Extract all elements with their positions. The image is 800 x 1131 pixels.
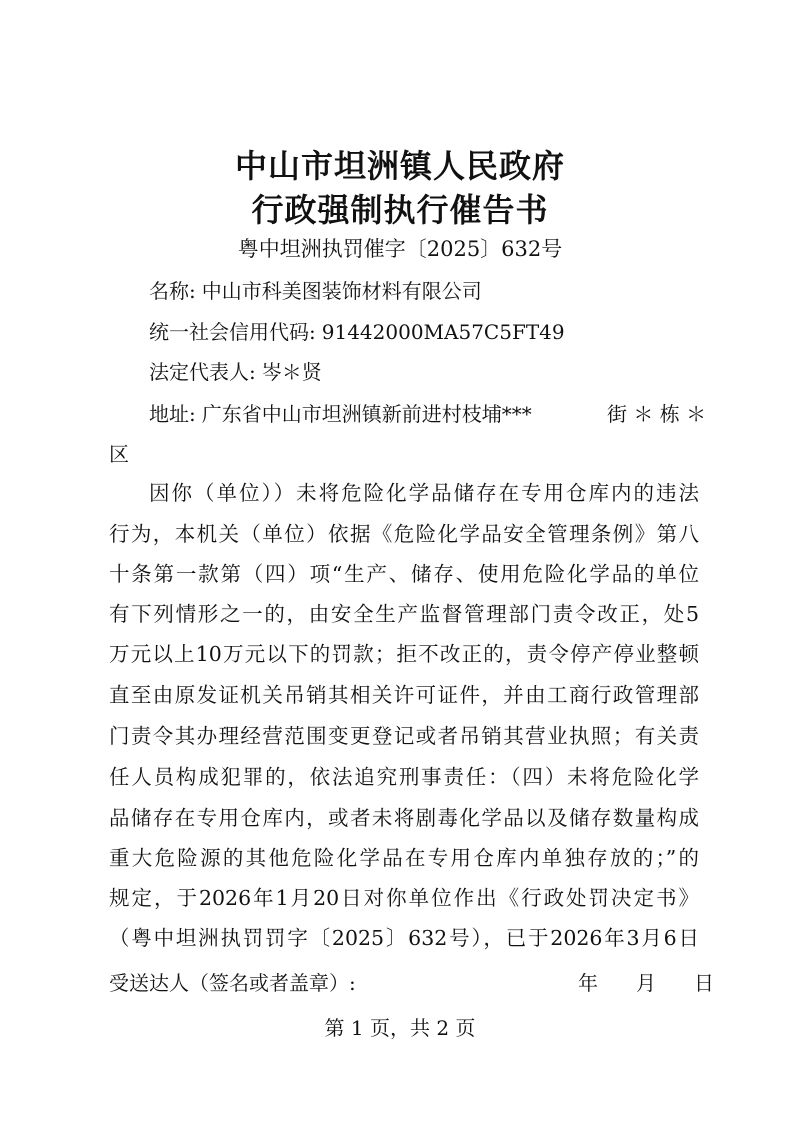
address-tail: 区 — [109, 442, 129, 466]
credit-code-row — [149, 316, 565, 345]
date-year: 年 — [578, 971, 598, 995]
party-name-label: 名称: — [149, 279, 196, 303]
body-line: 因你（单位））未将危险化学品储存在专用仓库内的违法 — [149, 481, 699, 505]
recipient-signature-label: 受送达人（签名或者盖章）: — [109, 971, 356, 995]
body-line: 十条第一款第（四）项“生产、储存、使用危险化学品的单位 — [109, 562, 699, 586]
body-line: 万元以上10万元以下的罚款；拒不改正的，责令停产停业整顿 — [109, 642, 699, 666]
party-name-value: 中山市科美图装饰材料有限公司 — [201, 279, 482, 303]
signature-date — [578, 967, 714, 996]
document-number: 粤中坦洲执罚催字〔2025〕632号 — [237, 237, 563, 261]
legal-rep-row — [149, 356, 322, 385]
credit-code-value: 91442000MA57C5FT49 — [321, 320, 565, 344]
date-day: 日 — [694, 971, 714, 995]
address-value: 广东省中山市坦洲镇新前进村枝埔*** — [201, 402, 532, 426]
document-title-line1: 中山市坦洲镇人民政府 — [234, 147, 565, 185]
body-line: 任人员构成犯罪的，依法追究刑事责任：（四）未将危险化学 — [109, 765, 699, 789]
legal-rep-value: 岑＊贤 — [261, 360, 322, 384]
body-line: 行为，本机关（单位）依据《危险化学品安全管理条例》第八 — [109, 522, 699, 546]
body-line: 直至由原发证机关吊销其相关许可证件，并由工商行政管理部 — [109, 683, 699, 707]
address-suffix: 街 ＊ 栋 ＊ — [607, 402, 707, 426]
legal-rep-label: 法定代表人: — [149, 360, 256, 384]
body-line: 门责令其办理经营范围变更登记或者吊销其营业执照；有关责 — [109, 724, 699, 748]
page-footer: 第 1 页，共 2 页 — [324, 1016, 476, 1040]
body-line: 规定，于2026年1月20日对你单位作出《行政处罚决定书》 — [109, 886, 699, 910]
body-line: 重大危险源的其他危险化学品在专用仓库内单独存放的；”的 — [109, 846, 699, 870]
body-line: （粤中坦洲执罚罚字〔2025〕632号），已于2026年3月6日 — [109, 926, 699, 950]
address-row — [149, 398, 532, 427]
address-label: 地址: — [149, 402, 196, 426]
party-name-row — [149, 275, 482, 304]
credit-code-label: 统一社会信用代码: — [149, 320, 316, 344]
date-month: 月 — [636, 971, 656, 995]
body-line: 有下列情形之一的，由安全生产监督管理部门责令改正，处5 — [109, 602, 699, 626]
body-line: 品储存在专用仓库内，或者未将剧毒化学品以及储存数量构成 — [109, 806, 699, 830]
document-title-line2: 行政强制执行催告书 — [251, 191, 549, 229]
